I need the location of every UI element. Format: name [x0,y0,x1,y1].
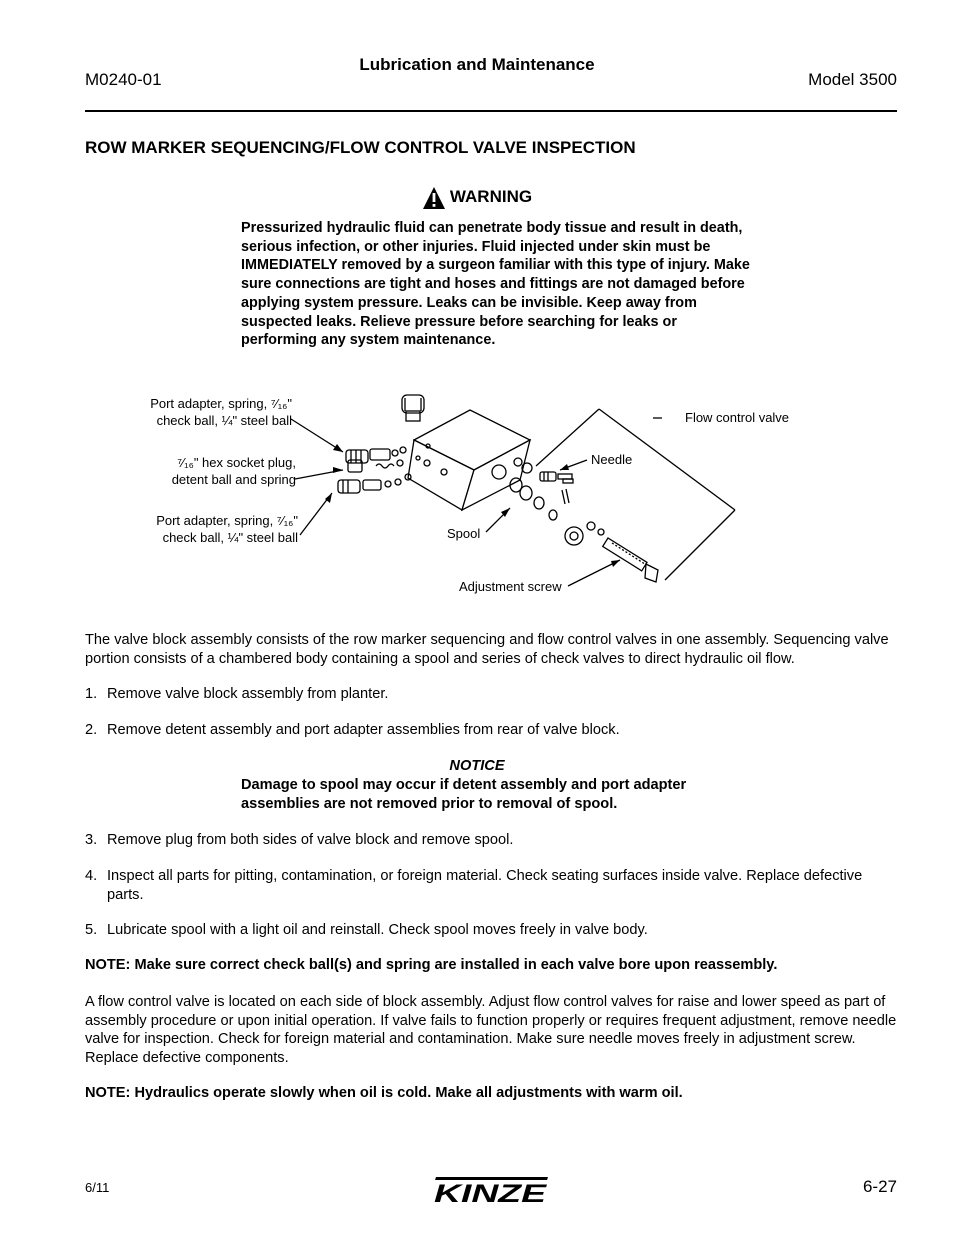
logo-text: KINZE [434,1180,548,1205]
step-5 [85,921,900,940]
label-line: ⁷⁄₁₆" hex socket plug, [177,455,296,470]
left-fittings [338,447,411,493]
footer-date: 6/11 [85,1180,110,1195]
intro-paragraph: The valve block assembly consists of the row marker sequencing and flow control valves in one assembly. Sequencing valve portion consists of a chambered body containing a spool and series of check valves to direct hydraulic oil flow. [85,632,889,667]
model-name: Model 3500 [808,70,897,89]
warning-text: Pressurized hydraulic fluid can penetrate body tissue and result in death, serious infection, or other injuries. Fluid injected under skin must be IMMEDIATELY removed by a surgeon familiar with this type of injury. Make sure connections are tight and hoses and fittings are not damaged before applying system pressure. Leaks can be invisible. Keep away from suspected leaks. Relieve pressure before searching for leaks or performing any system maintenance. [241,220,750,349]
step-text: Inspect all parts for pitting, contamination, or foreign material. Check seating surfaces inside valve. Replace defective parts. [107,868,863,903]
warning-title: WARNING [449,187,533,206]
label-needle: Needle [591,452,633,467]
step-text: Remove valve block assembly from planter. [107,686,389,702]
section-header: Lubrication and Maintenance [359,55,595,74]
label-adjustment-screw: Adjustment screw [459,579,562,594]
notice-text: Damage to spool may occur if detent assembly and port adapter assemblies are not removed prior to removal of spool. [241,777,687,812]
label-flow-control-valve: Flow control valve [685,410,790,425]
top-fitting [402,395,424,421]
label-line: check ball, ¼" steel ball [162,529,298,545]
label-line: check ball, ¼" steel ball [156,412,292,428]
flow-control-paragraph: A flow control valve is located on each side of block assembly. Adjust flow control valves for raise and lower speed as part of assembly procedure or upon initial operation. If valve fails to function properly or requires frequent adjustment, remove needle valve for inspection. Check for foreign material and contamination. Make sure needle moves freely in adjustment screw. Replace defective components. [85,994,897,1067]
step-1 [85,685,900,704]
step-number: 2. [85,722,98,738]
step-number: 4. [85,868,98,884]
label-hex-plug [120,455,296,488]
valve-block [408,410,530,510]
step-number: 3. [85,832,98,848]
note-check-ball: NOTE: Make sure correct check ball(s) and spring are installed in each valve bore upon reassembly. [85,957,778,973]
step-text: Lubricate spool with a light oil and reinstall. Check spool moves freely in valve body. [107,922,648,938]
label-line: detent ball and spring [171,471,296,487]
step-text: Remove detent assembly and port adapter assemblies from rear of valve block. [107,722,620,738]
warning-triangle-icon [422,186,446,210]
label-line: Port adapter, spring, ⁷⁄₁₆" [150,396,292,411]
step-number: 1. [85,686,98,702]
note-cold-oil: NOTE: Hydraulics operate slowly when oil is cold. Make all adjustments with warm oil. [85,1085,683,1101]
page-title: ROW MARKER SEQUENCING/FLOW CONTROL VALVE INSPECTION [85,138,636,157]
step-number: 5. [85,922,98,938]
right-fittings [510,463,658,582]
step-text: Remove plug from both sides of valve block and remove spool. [107,832,514,848]
flow-control-bracket [536,409,735,580]
step-3 [85,831,900,850]
page-number: 6-27 [862,1177,897,1196]
header-divider [85,110,897,112]
step-2 [85,721,900,740]
warning-heading [0,186,954,210]
label-port-adapter-bottom [120,513,298,546]
notice-title: NOTICE [449,758,505,774]
kinze-logo [430,1177,552,1210]
label-line: Port adapter, spring, ⁷⁄₁₆" [156,513,298,528]
step-4 [85,867,900,904]
label-port-adapter-top [120,396,292,429]
label-spool: Spool [447,526,481,541]
doc-id: M0240-01 [85,70,162,89]
